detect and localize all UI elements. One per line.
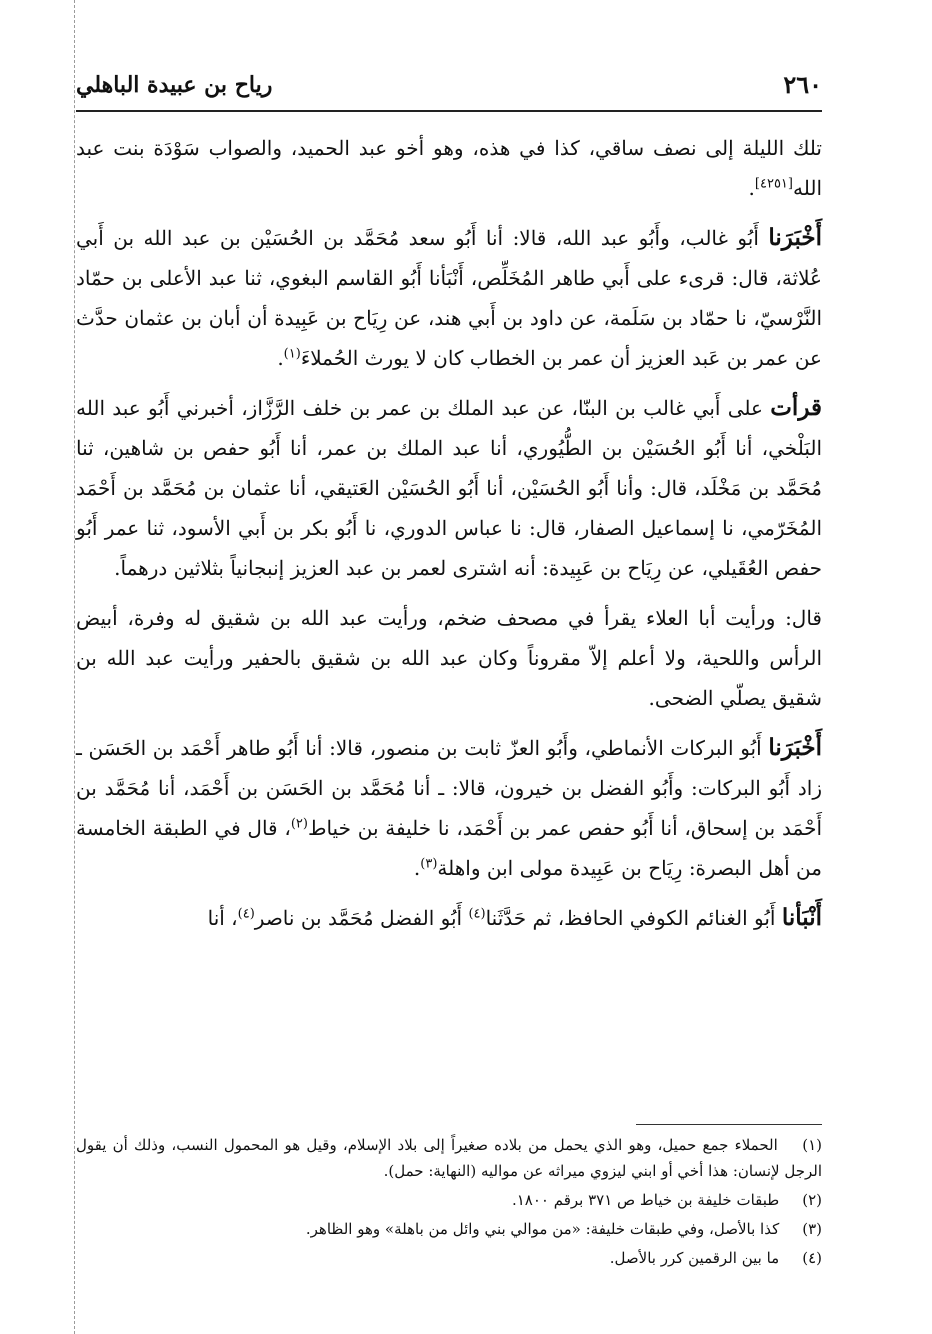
paragraph-3	[76, 388, 822, 588]
footnote-marker: (٣)	[420, 856, 438, 872]
footnote-marker: (٢)	[290, 816, 308, 832]
footnote-item	[76, 1132, 822, 1184]
paragraph-tail: ، قال في الطبقة الخامسة من أهل البصرة: رِيَاح بن عَبِيدة مولى ابن واهلة	[76, 816, 822, 880]
binding-margin-line	[74, 0, 75, 1334]
paragraph-tail: أَبُو الفضل مُحَمَّد بن ناصر	[254, 906, 469, 930]
footnote-number: (٢)	[802, 1191, 822, 1209]
footnote-marker: (٤)	[237, 906, 255, 922]
paragraph-tail: .	[277, 346, 284, 370]
page-number: ٢٦٠	[783, 70, 822, 99]
footnote-separator	[636, 1124, 822, 1125]
paragraph-1	[76, 128, 822, 208]
footnote-number: (٤)	[802, 1249, 822, 1267]
paragraph-lead: أَنْبَأنا	[781, 904, 822, 931]
paragraph-text: قال: ورأيت أبا العلاء يقرأ في مصحف ضخم، ورأيت عبد الله بن شقيق له وفرة، أبيض الرأس واللحية، ولا أعلم إلاّ مقروناً وكان عبد الله بن شقيق بالحفير ورأيت عبد الله بن شقيق يصلّي الضحى	[76, 606, 823, 710]
paragraph-text: أَبُو البركات الأنماطي، وأَبُو العزّ ثابت بن منصور، قالا: أنا أَبُو طاهر أَحْمَد بن الحَسَن ـ زاد أَبُو البركات: وأَبُو الفضل بن خيرون، قالا: ـ أنا مُحَمَّد بن الحَسَن بن أَحْمَد، أنا مُحَمَّد بن أَحْمَد بن إسحاق، أنا أَبُو حفص عمر بن أَحْمَد، نا خليفة بن خياط	[76, 736, 822, 840]
footnote-item	[76, 1245, 822, 1271]
running-title: رياح بن عبيدة الباهلي	[76, 72, 273, 98]
paragraph-tail: .	[748, 176, 755, 200]
paragraph-5	[76, 728, 822, 888]
paragraph-tail: .	[413, 856, 421, 880]
footnote-number: (٣)	[802, 1220, 822, 1238]
paragraph-lead: أَخْبَرَنا	[768, 224, 823, 251]
paragraph-text: على أَبي غالب بن البنّا، عن عبد الملك بن عمر بن خلف الرَّزَّاز، أخبرني أَبُو عبد الله البَلْخي، أنا أَبُو الحُسَيْن بن الطُّيُوري، أنا عبد الملك بن عمر، أنا أَبُو حفص بن شاهين، ثنا مُحَمَّد بن مَخْلَد، قال: وأنا أَبُو الحُسَيْن، أنا أَبُو الحُسَيْن العَتيقي، أنا عثمان بن مُحَمَّد بن أَحْمَد المُخَرّمي، نا إسماعيل الصفار، قال: نا عباس الدوري، نا أَبُو بكر بن أَبي الأسود، ثنا عمر أَبُو حفص العُقَيلي، عن رِيَاح بن عَبِيدة: أنه اشترى لعمر بن عبد العزيز إنبجانياً بثلاثين درهماً	[76, 396, 822, 580]
paragraph-tail: .	[114, 556, 121, 580]
paragraph-tail: ، أنا	[207, 906, 238, 930]
paragraph-tail: .	[648, 686, 655, 710]
paragraph-text: أَبُو الغنائم الكوفي الحافظ، ثم حَدَّثَنا	[485, 906, 776, 930]
footnote-item	[76, 1187, 822, 1213]
main-text	[76, 128, 822, 948]
paragraph-2	[76, 218, 822, 378]
footnote-text: طبقات خليفة بن خياط ص ٣٧١ برقم ١٨٠٠.	[511, 1191, 780, 1209]
paragraph-text: تلك الليلة إلى نصف ساقي، كذا في هذه، وهو أخو عبد الحميد، والصواب سَوْدَة بنت عبد الله	[76, 136, 822, 200]
footnote-marker: (١)	[283, 346, 301, 362]
header-rule	[76, 110, 822, 112]
footnote-text: ما بين الرقمين كرر بالأصل.	[609, 1249, 780, 1267]
paragraph-lead: أَخْبَرَنا	[768, 734, 823, 761]
footnote-marker: (٤)	[468, 906, 486, 922]
footnote-text: كذا بالأصل، وفي طبقات خليفة: «من موالي بني وائل من باهلة» وهو الظاهر.	[305, 1220, 780, 1238]
paragraph-6	[76, 898, 822, 938]
paragraph-lead: قرأت	[770, 394, 823, 421]
reference-marker: [٤٢٥١]	[754, 176, 793, 192]
paragraph-text: أَبُو غالب، وأَبُو عبد الله، قالا: أنا أَبُو سعد مُحَمَّد بن الحُسَيْن بن عبد الله بن أَبي عُلاثة، قال: قرىء على أَبي طاهر المُخَلِّص، أَنْبَأنا أَبُو القاسم البغوي، ثنا عبد الأعلى بن حمّاد النَّرْسيّ، نا حمّاد بن سَلَمة، عن داود بن أَبي هند، عن رِيَاح بن عَبِيدة أن أبان بن عثمان حدَّث عن عمر بن عَبد العزيز أن عمر بن الخطاب كان لا يورث الحُملاءَ	[76, 226, 822, 370]
page-header	[76, 68, 822, 108]
footnote-item	[76, 1216, 822, 1242]
footnote-number: (١)	[802, 1136, 822, 1154]
paragraph-4	[76, 598, 822, 718]
footnotes	[76, 1132, 822, 1274]
footnote-text: الحملاء جمع حميل، وهو الذي يحمل من بلاده صغيراً إلى بلاد الإسلام، وقيل هو المحمول النسب، وذلك أن يقول الرجل لإنسان: هذا أخي أو ابني ليزوي ميراثه عن مواليه (النهاية: حمل).	[76, 1136, 822, 1180]
